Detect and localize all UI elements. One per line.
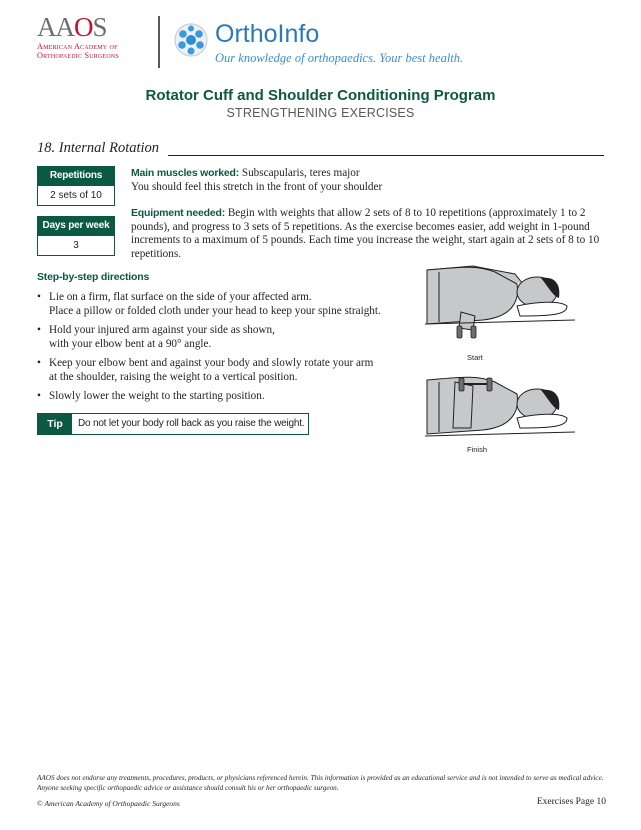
orthoinfo-tagline: Our knowledge of orthopaedics. Your best health. [215,51,464,65]
muscles-section [131,167,601,194]
document-title: Rotator Cuff and Shoulder Conditioning Program [145,87,496,104]
step-item [37,357,417,384]
tip-label: Tip [38,414,72,434]
step-line: with your elbow bent at a 90° angle. [49,337,212,350]
aaos-org-line1: American Academy of [37,42,118,51]
molecule-ball-icon [173,22,209,58]
orthoinfo-name: OrthoInfo [215,20,320,48]
feel-text: You should feel this stretch in the front of your shoulder [131,180,383,193]
heading-rule [168,155,604,156]
bullet: • [37,357,41,369]
step-line: Slowly lower the weight to the starting position. [49,390,265,402]
days-per-week-box [37,216,115,256]
step-line: Place a pillow or folded cloth under your head to keep your spine straight. [49,304,381,317]
step-item [37,324,417,351]
equipment-label: Equipment needed: [131,207,226,219]
tip-box [37,413,309,435]
muscles-label: Main muscles worked: [131,167,240,179]
bullet: • [37,390,41,402]
step-item [37,390,417,404]
days-per-week-value: 3 [37,236,115,256]
steps-heading: Step-by-step directions [37,271,150,283]
aaos-org-name [37,42,119,60]
step-line: Lie on a firm, flat surface on the side of your affected arm. [49,291,312,303]
finish-caption: Finish [467,445,488,454]
start-caption: Start [467,353,483,362]
steps-list [37,291,417,410]
equipment-section [131,207,607,261]
bullet: • [37,324,41,336]
copyright: © American Academy of Orthopaedic Surgeons [37,799,180,808]
header-divider [158,16,160,68]
document-subtitle: STRENGTHENING EXERCISES [226,106,415,120]
equipment-value: Begin with weights that allow 2 sets of 8 to 10 repetitions (approximately 1 to 2 pounds), and progress to 3 sets of 5 repetitions. As the exercise becomes easier, add weight in 1-pound increments to a maximum of 5 pounds. Each time you increase the weight, start again at 2 sets of 8 to 10 repetitions. [131,207,600,260]
step-line: at the shoulder, raising the weight to a vertical position. [49,370,298,383]
step-line: Hold your injured arm against your side as shown, [49,324,275,336]
repetitions-value: 2 sets of 10 [37,186,115,206]
days-per-week-label: Days per week [37,216,115,236]
tip-text: Do not let your body roll back as you raise the weight. [78,418,305,429]
bullet: • [37,291,41,303]
exercise-start-illustration [425,262,575,342]
repetitions-label: Repetitions [37,166,115,186]
exercise-finish-illustration [425,372,575,452]
muscles-value: Subscapularis, teres major [239,167,360,179]
disclaimer: AAOS does not endorse any treatments, procedures, products, or physicians referenced herein. This information is provided as an educational service and is not intended to serve as medical advice. Anyone seeking specific orthopaedic advice or assistance should consult his or her orthopaedic surgeon. [37,774,604,792]
repetitions-box [37,166,115,206]
step-line: Keep your elbow bent and against your body and slowly rotate your arm [49,357,374,369]
page-number: Exercises Page 10 [536,797,606,807]
exercise-heading: 18. Internal Rotation [37,140,160,156]
aaos-org-line2: Orthopaedic Surgeons [37,51,119,60]
step-item [37,291,417,318]
aaos-logo: AAOS [37,12,107,42]
